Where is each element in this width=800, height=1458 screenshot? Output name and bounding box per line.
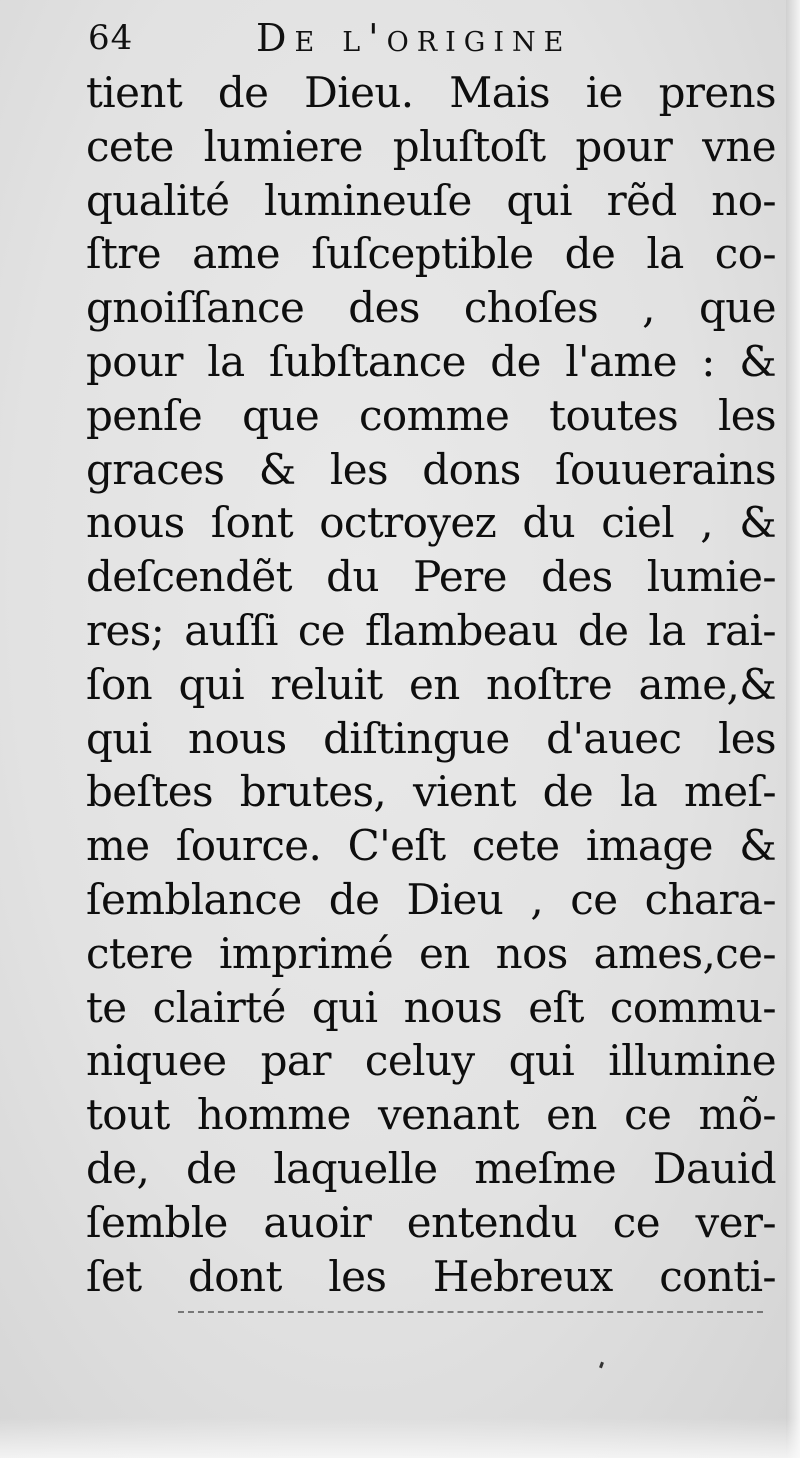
text-line: nous ſont octroyez du ciel , & xyxy=(86,498,776,548)
page-number: 64 xyxy=(88,18,134,58)
text-line: ſemblance de Dieu , ce chara- xyxy=(86,874,776,924)
text-line: tient de Dieu. Mais ie prens xyxy=(86,68,776,117)
text-line: graces & les dons ſouuerains xyxy=(86,444,776,494)
text-line: de, de laquelle meſme Dauid xyxy=(86,1143,776,1193)
page-header xyxy=(88,12,748,72)
text-line: ctere imprimé en nos ames,ce- xyxy=(86,928,776,978)
text-line: ſon qui reluit en noſtre ame,& xyxy=(86,659,776,709)
bottom-rule xyxy=(178,1311,763,1313)
text-line: tout homme venant en ce mõ- xyxy=(86,1090,776,1140)
page-bottom-margin xyxy=(0,1418,800,1458)
running-head: De l'origine xyxy=(256,16,572,60)
text-line: me ſource. C'eſt cete image & xyxy=(86,821,776,871)
text-line: pour la ſubſtance de l'ame : & xyxy=(86,336,776,386)
text-line: ſemble auoir entendu ce ver- xyxy=(86,1197,776,1247)
text-line: qualité lumineuſe qui rẽd no- xyxy=(86,175,776,225)
text-line: cete lumiere pluſtoſt pour vne xyxy=(86,121,776,171)
body-text xyxy=(86,66,776,1303)
text-line: te clairté qui nous eſt commu- xyxy=(86,982,776,1032)
ink-speck xyxy=(599,1362,604,1369)
text-line: niquee par celuy qui illumine xyxy=(86,1036,776,1086)
text-line: qui nous diſtingue d'auec les xyxy=(86,713,776,763)
text-line: beſtes brutes, vient de la meſ- xyxy=(86,767,776,817)
text-line: ſet dont les Hebreux conti- xyxy=(86,1251,776,1301)
text-line: res; auſſi ce flambeau de la rai- xyxy=(86,605,776,655)
text-line: ſtre ame ſuſceptible de la co- xyxy=(86,229,776,279)
text-line: gnoiſſance des choſes , que xyxy=(86,283,776,333)
text-line: penſe que comme toutes les xyxy=(86,390,776,440)
page-edge-shadow xyxy=(786,0,800,1458)
text-line: deſcendẽt du Pere des lumie- xyxy=(86,552,776,602)
